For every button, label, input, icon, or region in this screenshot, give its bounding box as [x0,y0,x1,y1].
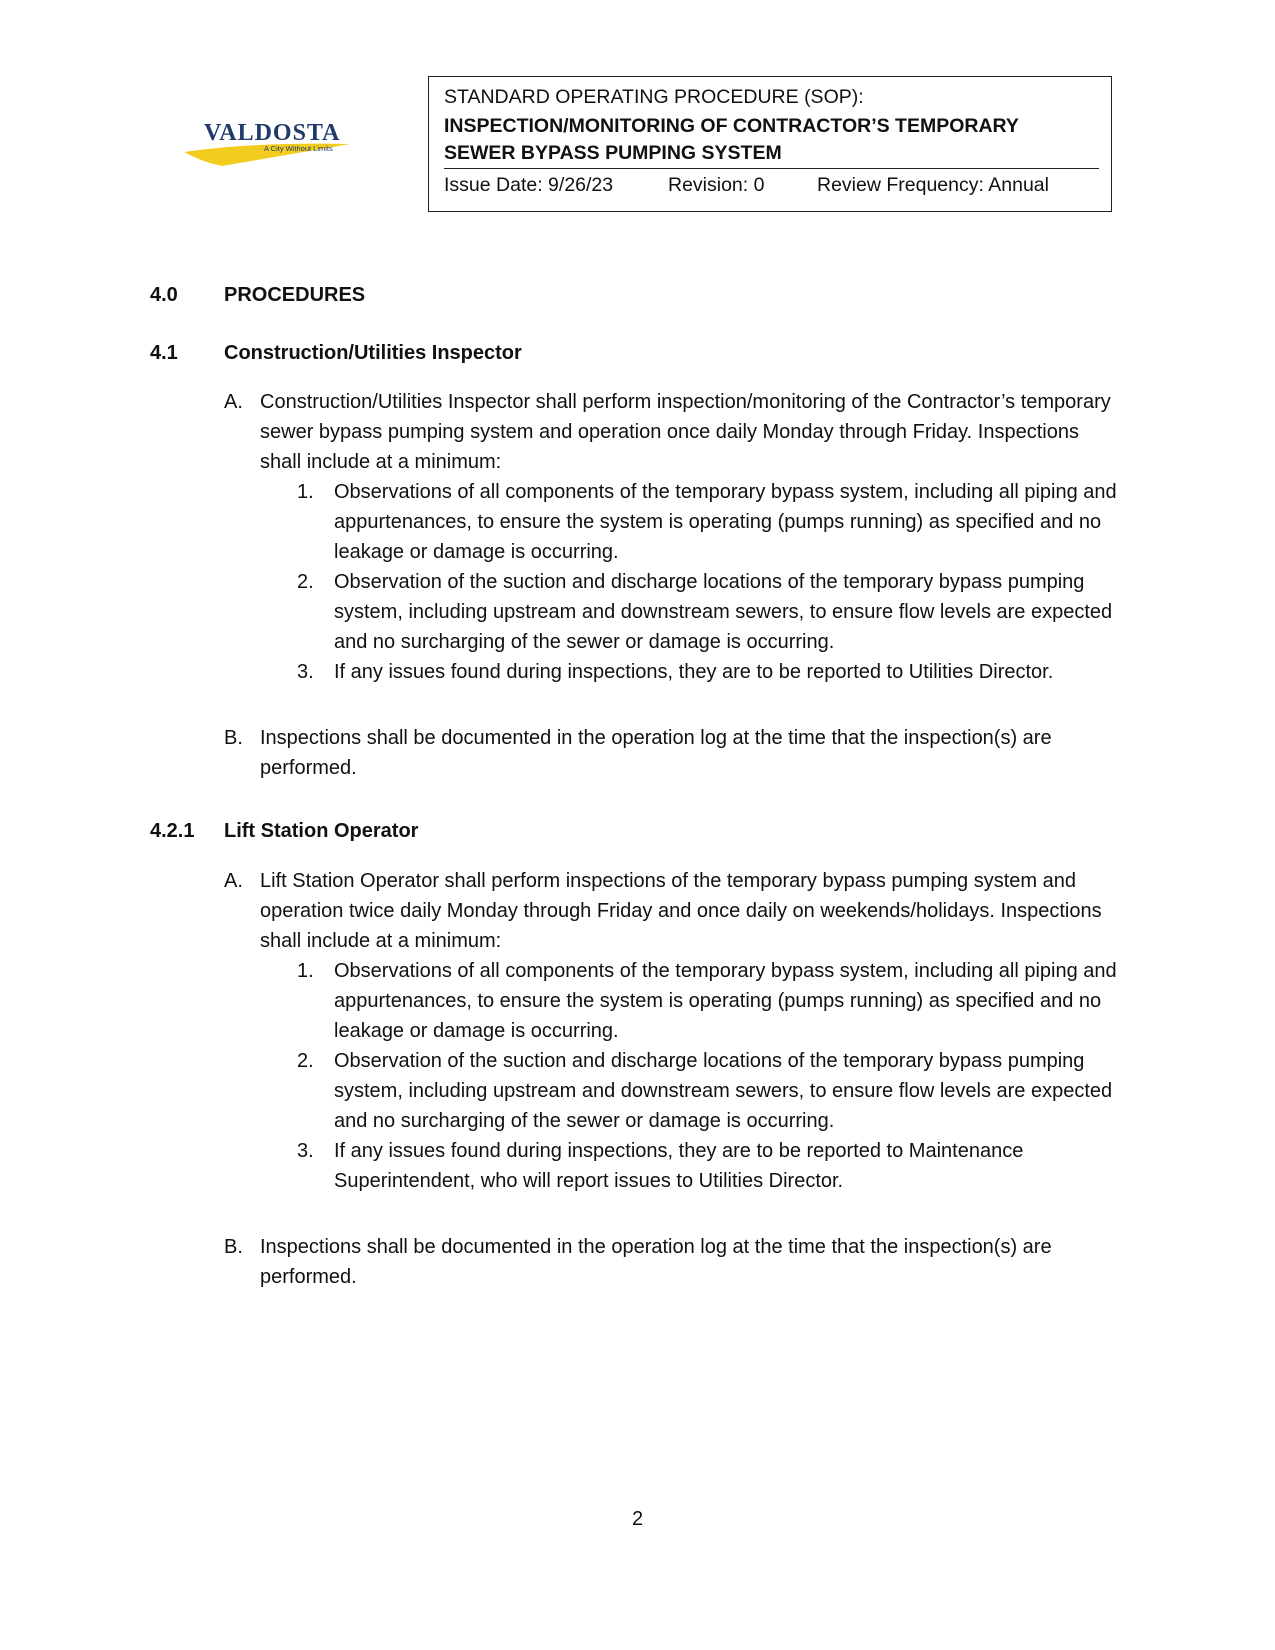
list-item [224,956,1124,1046]
logo-text: VALDOSTA [204,120,341,146]
list-item-text: Observation of the suction and discharge locations of the temporary bypass pumping system, including upstream and downstream sewers, to ensure flow levels are expected and no surcharging of the sewer or damage is occurring. [334,1050,1113,1132]
section-title-lift-station: Lift Station Operator [224,820,419,842]
sop-title: INSPECTION/MONITORING OF CONTRACTOR’S TEMPORARY SEWER BYPASS PUMPING SYSTEM [444,115,1019,164]
list-item [224,1046,1124,1136]
sop-meta [444,174,1049,197]
review-frequency: Review Frequency: Annual [817,174,1049,196]
issue-date: Issue Date: 9/26/23 [444,174,614,196]
list-item-text: If any issues found during inspections, they are to be reported to Maintenance Superintendent, who will report issues to Utilities Director. [334,1140,1024,1192]
valdosta-logo [182,118,352,168]
section-number: 4.0 [150,284,178,306]
paragraph-letter: A. [224,391,243,413]
paragraph-a-inspector [224,387,1124,687]
paragraph-letter: A. [224,870,243,892]
list-number: 3. [297,1140,314,1162]
paragraph-letter: B. [224,1236,243,1258]
header-divider [444,168,1099,169]
section-title-inspector: Construction/Utilities Inspector [224,342,522,364]
list-item [224,657,1124,687]
paragraph-text: Construction/Utilities Inspector shall perform inspection/monitoring of the Contractor’s temporary sewer bypass pumping system and operation once daily Monday through Friday. Inspections shall include at a minimum: [260,391,1111,473]
list-number: 1. [297,960,314,982]
numbered-list [224,956,1124,1196]
sop-header-line: STANDARD OPERATING PROCEDURE (SOP): [444,86,864,108]
logo-tagline: A City Without Limits [264,144,333,153]
paragraph-letter: B. [224,727,243,749]
page-number: 2 [631,1508,644,1530]
list-number: 2. [297,571,314,593]
revision: Revision: 0 [668,174,765,196]
list-number: 1. [297,481,314,503]
list-item-text: If any issues found during inspections, they are to be reported to Utilities Director. [334,661,1054,683]
list-item [224,1136,1124,1196]
paragraph-b-operator [224,1232,1124,1292]
list-item-text: Observations of all components of the temporary bypass system, including all piping and appurtenances, to ensure the system is operating (pumps running) as specified and no leakage or damage is occurring. [334,481,1117,563]
section-number: 4.1 [150,342,178,364]
paragraph-b-inspector [224,723,1124,783]
section-title-procedures: PROCEDURES [224,284,366,306]
section-number: 4.2.1 [150,820,195,842]
list-item [224,567,1124,657]
paragraph-text: Inspections shall be documented in the operation log at the time that the inspection(s) are performed. [260,1236,1052,1288]
paragraph-a-operator [224,866,1124,1196]
paragraph-text: Inspections shall be documented in the operation log at the time that the inspection(s) are performed. [260,727,1052,779]
list-item [224,477,1124,567]
list-item-text: Observation of the suction and discharge locations of the temporary bypass pumping system, including upstream and downstream sewers, to ensure flow levels are expected and no surcharging of the sewer or damage is occurring. [334,571,1113,653]
list-number: 2. [297,1050,314,1072]
list-number: 3. [297,661,314,683]
sop-header-box [428,76,1112,212]
list-item-text: Observations of all components of the temporary bypass system, including all piping and appurtenances, to ensure the system is operating (pumps running) as specified and no leakage or damage is occurring. [334,960,1117,1042]
numbered-list [224,477,1124,687]
paragraph-text: Lift Station Operator shall perform inspections of the temporary bypass pumping system and operation twice daily Monday through Friday and once daily on weekends/holidays. Inspections shall include at a minimum: [260,870,1102,952]
